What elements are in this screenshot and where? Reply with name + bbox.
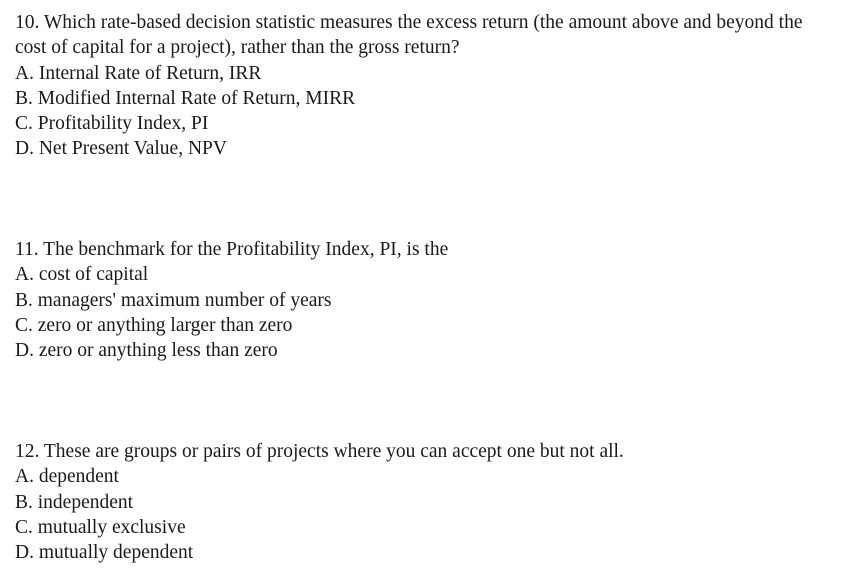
answer-option-c: C. mutually exclusive — [15, 516, 186, 538]
question-stem: 10. Which rate-based decision statistic measures the excess return (the amount above and beyond the cost of capital for a project), rather than the gross return? — [15, 12, 803, 59]
answer-option-a: A. cost of capital — [15, 264, 149, 286]
question-stem: 12. These are groups or pairs of projects where you can accept one but not all. — [15, 441, 624, 462]
answer-option-d: D. mutually dependent — [15, 542, 194, 564]
question-12 — [15, 439, 835, 565]
answer-option-b: B. independent — [15, 491, 134, 513]
answer-option-d: D. Net Present Value, NPV — [15, 138, 227, 160]
answer-option-c: C. Profitability Index, PI — [15, 113, 209, 135]
question-stem: 11. The benchmark for the Profitability Index, PI, is the — [15, 239, 449, 260]
answer-option-a: A. dependent — [15, 466, 119, 488]
answer-option-a: A. Internal Rate of Return, IRR — [15, 62, 262, 84]
question-10 — [15, 10, 835, 162]
answer-option-b: B. Modified Internal Rate of Return, MIRR — [15, 87, 356, 109]
answer-option-d: D. zero or anything less than zero — [15, 340, 278, 362]
question-11 — [15, 237, 835, 363]
answer-option-b: B. managers' maximum number of years — [15, 289, 332, 311]
answer-option-c: C. zero or anything larger than zero — [15, 314, 293, 336]
